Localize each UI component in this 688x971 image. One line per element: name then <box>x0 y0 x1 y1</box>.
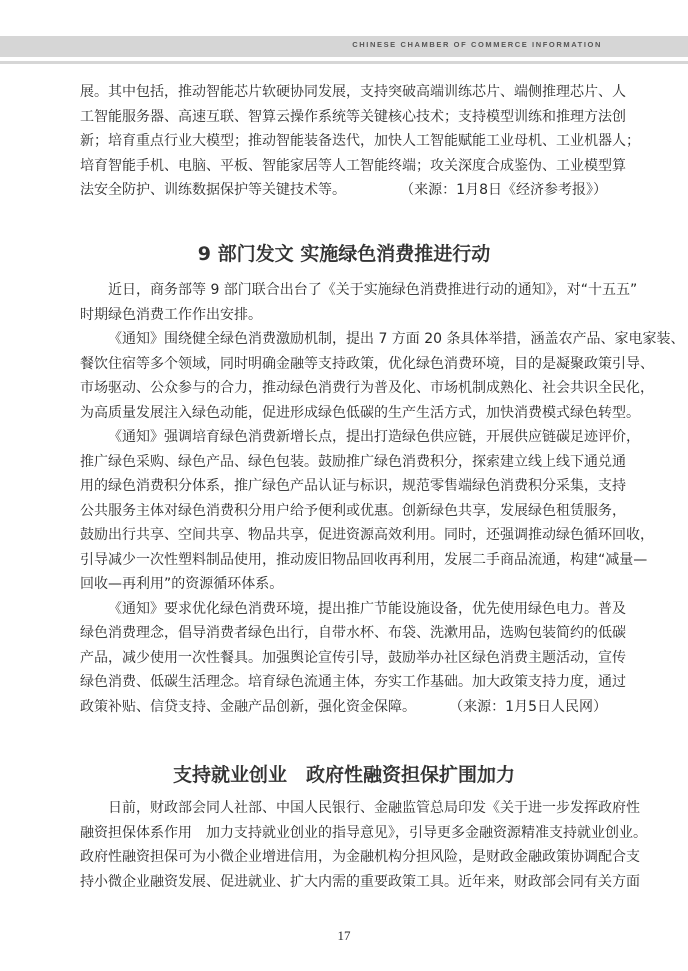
text-line: 引导减少一次性塑料制品使用，推动废旧物品回收再利用，发展二手商品流通，构建“减量— <box>80 551 648 568</box>
text-line: 市场驱动、公众参与的合力，推动绿色消费行为普及化、市场机制成熟化、社会共识全民化， <box>80 380 654 396</box>
text-line: 新；培育重点行业大模型；推动智能装备迭代，加快人工智能赋能工业母机、工业机器人； <box>80 133 640 149</box>
text-line: 日前，财政部会同人社部、中国人民银行、金融监管总局印发《关于进一步发挥政府性 <box>108 800 640 816</box>
text-line: 《通知》围绕健全绿色消费激励机制，提出 7 方面 20 条具体举措，涵盖农产品、家电家装、 <box>108 331 685 347</box>
text-line: 培育智能手机、电脑、平板、智能家居等人工智能终端；攻关深度合成鉴伪、工业模型算 <box>80 157 626 174</box>
article-body <box>80 796 647 894</box>
text-line: 融资担保体系作用 加力支持就业创业的指导意见》，引导更多金融资源精准支持就业创业。 <box>80 824 647 841</box>
text-line <box>80 178 607 203</box>
text-line-end: 政策补贴、信贷支持、金融产品创新，强化资金保障。 <box>80 698 416 715</box>
article-body <box>80 278 685 719</box>
text-line: 公共服务主体对绿色消费积分用户给予便利或优惠。创新绿色共享，发展绿色租赁服务， <box>80 502 626 519</box>
publication-name: CHINESE CHAMBER OF COMMERCE INFORMATION <box>352 40 602 49</box>
page-number: 17 <box>337 928 351 943</box>
text-line: 绿色消费、低碳生活理念。培育绿色流通主体，夯实工作基础。加大政策支持力度，通过 <box>80 674 626 690</box>
header-rule <box>0 61 688 64</box>
text-line: 展。其中包括，推动智能芯片软硬协同发展，支持突破高端训练芯片、端侧推理芯片、人 <box>80 84 626 100</box>
text-line <box>80 695 607 720</box>
text-line: 餐饮住宿等多个领域，同时明确金融等支持政策，优化绿色消费环境，目的是凝聚政策引导、 <box>80 355 654 372</box>
text-line: 持小微企业融资发展、促进就业、扩大内需的重要政策工具。近年来，财政部会同有关方面 <box>80 873 640 890</box>
text-line: 时期绿色消费工作作出安排。 <box>80 306 262 323</box>
text-line: 产品，减少使用一次性餐具。加强舆论宣传引导，鼓励举办社区绿色消费主题活动，宣传 <box>80 649 626 666</box>
continued-paragraph <box>80 80 640 203</box>
source-citation: （来源：1月5日人民网） <box>449 698 607 715</box>
text-line: 工智能服务器、高速互联、智算云操作系统等关键核心技术；支持模型训练和推理方法创 <box>80 108 626 125</box>
text-line: 《通知》要求优化绿色消费环境，提出推广节能设施设备，优先使用绿色电力。普及 <box>108 600 626 617</box>
text-line: 为高质量发展注入绿色动能，促进形成绿色低碳的生产生活方式，加快消费模式绿色转型。 <box>80 404 640 421</box>
text-line: 推广绿色采购、绿色产品、绿色包装。鼓励推广绿色消费积分，探索建立线上线下通兑通 <box>80 453 626 470</box>
source-citation: （来源：1月8日《经济参考报》） <box>400 182 607 198</box>
text-line: 《通知》强调培育绿色消费新增长点，提出打造绿色供应链，开展供应链碳足迹评价， <box>108 429 640 445</box>
text-line: 用的绿色消费积分体系，推广绿色产品认证与标识，规范零售端绿色消费积分采集，支持 <box>80 478 626 494</box>
article-title: 支持就业创业 政府性融资担保扩围加力 <box>172 764 515 786</box>
text-line: 政府性融资担保可为小微企业增进信用，为金融机构分担风险，是财政金融政策协调配合支 <box>80 849 640 865</box>
article-title: 9 部门发文 实施绿色消费推进行动 <box>197 243 491 265</box>
text-line-end: 法安全防护、训练数据保护等关键技术等。 <box>80 182 346 198</box>
text-line: 鼓励出行共享、空间共享、物品共享，促进资源高效利用。同时，还强调推动绿色循环回收， <box>80 527 654 543</box>
text-line: 近日，商务部等 9 部门联合出台了《关于实施绿色消费推进行动的通知》，对“十五五” <box>108 282 638 298</box>
text-line: 绿色消费理念，倡导消费者绿色出行，自带水杯、布袋、洗漱用品，选购包装简约的低碳 <box>80 625 626 641</box>
text-line: 回收—再利用”的资源循环体系。 <box>80 576 284 592</box>
